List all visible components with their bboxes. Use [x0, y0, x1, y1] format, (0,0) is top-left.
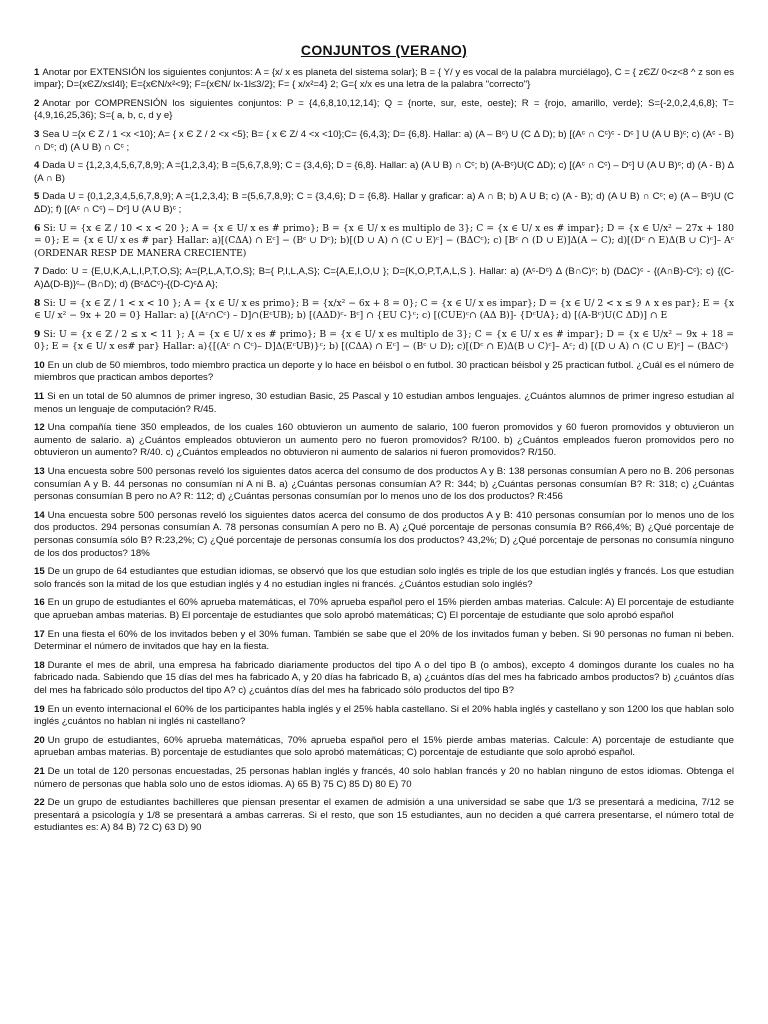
exercise-1	[34, 67, 734, 92]
exercise-number: 2	[34, 97, 40, 109]
exercise-6	[34, 223, 734, 261]
exercise-21	[34, 766, 734, 791]
exercise-number: 8	[34, 297, 41, 309]
exercise-number: 12	[34, 422, 45, 434]
exercise-18	[34, 660, 734, 698]
exercise-text: En un club de 50 miembros, todo miembro practica un deporte y lo hace en béisbol o en futbol. 30 practican béisbol y 25 practican futbol. ¿Cuál es el número de miembros que practican ambos deportes?	[34, 359, 734, 384]
exercise-number: 19	[34, 703, 45, 715]
exercise-number: 5	[34, 191, 40, 203]
exercise-20	[34, 735, 734, 760]
page-title: CONJUNTOS (VERANO)	[300, 42, 468, 58]
exercise-3	[34, 129, 734, 154]
exercise-text: Si: U = {x ∈ ℤ / 1 < x < 10 }; A = {x ∈ U/ x es primo}; B = {x/x² − 6x + 8 = 0}; C = {x ∈ U/ x es impar}; D = {x ∈ U/ 2 < x ≤ 9 ∧ x es par}; E = {x ∈ U/ x² − 9x + 20 = 0} Hallar: a) [(Aᶜ∩Cᶜ) – D]∩(EᶜUB); b) [(AΔD)ᶜ- Bᶜ] ∩ {EU C}ᶜ; c) [(CUE)ᶜ∩ (AΔ B)]- {DᶜUA}; d) [(A-Bᶜ)U(C ΔD)] ∩ E	[34, 297, 734, 322]
exercise-number: 16	[34, 597, 45, 609]
exercise-text: Anotar por COMPRENSIÓN los siguientes conjuntos: P = {4,6,8,10,12,14}; Q = {norte, sur, este, oeste}; R = {rojo, amarillo, verde}; S={-2,0,2,4,6,8}; T={4,9,16,25,36}; S={ a, b, c, d y e}	[34, 97, 734, 122]
exercise-number: 17	[34, 628, 45, 640]
exercise-text: De un grupo de 64 estudiantes que estudian idiomas, se observó que los que estudian solo inglés es triple de los que estudian inglés y francés. Los que estudian solo francés son la mitad de los que estudian inglés y 4 no estudian ingles ni francés. ¿Cuántos estudian solo inglés?	[34, 566, 734, 590]
exercise-16	[34, 597, 734, 622]
exercise-8	[34, 298, 734, 323]
exercise-number: 15	[34, 566, 45, 578]
exercise-7	[34, 266, 734, 291]
exercise-number: 6	[34, 222, 41, 234]
exercise-number: 3	[34, 128, 40, 140]
exercise-13	[34, 466, 734, 504]
exercise-text: De un total de 120 personas encuestadas, 25 personas hablan inglés y francés, 40 solo hablan francés y 20 no hablan ninguno de estos idiomas. Obtenga el número de personas que habla solo uno de estos idiomas. A) 65 B) 75 C) 85 D) 80 E) 70	[34, 765, 734, 790]
exercise-17	[34, 629, 734, 654]
exercise-15	[34, 566, 734, 591]
exercise-14	[34, 510, 734, 560]
exercise-number: 21	[34, 765, 45, 777]
exercise-text: En un grupo de estudiantes el 60% aprueba matemáticas, el 70% aprueba español pero el 15% pierden ambas materias. Calcule: A) El porcentaje de estudiante que aprueban ambas materias. B) El porcentaje de estudiantes que solo aprobó matemáticas; C) El porcentaje de estudiante que solo aprobó español	[34, 597, 734, 621]
exercise-number: 11	[34, 391, 45, 403]
exercise-text: Dada U = {0,1,2,3,4,5,6,7,8,9}; A ={1,2,3,4}; B ={5,6,7,8,9}; C = {3,4,6}; D = {6,8}. Hallar y graficar: a) A ∩ B; b) A U B; c) (A - B); d) (A U B) ∩ Cᶜ; e) (A – Bᶜ)U (C ΔD); f) [(Aᶜ ∩ Cᶜ) – Dᶜ] U (A U B)ᶜ ;	[34, 191, 734, 215]
exercise-text: De un grupo de estudiantes bachilleres que piensan presentar el examen de admisión a una universidad se sabe que 1/3 se presentará a medicina, 7/12 se presentará a psicología y 1/8 se presentará a ambas carreras. Si el resto, que son 15 estudiantes, aun no deciden a qué carrera presentarse, el número total de estudiantes es: A) 84 B) 72 C) 63 D) 90	[34, 797, 734, 834]
exercise-text: Si: U = {x ∈ ℤ / 2 ≤ x < 11 }; A = {x ∈ U/ x es # primo}; B = {x ∈ U/ x es multiplo de 3}; C = {x ∈ U/ x es # impar}; D = {x ∈ U/x² − 9x + 18 = 0}; E = {x ∈ U/ x es# par} Hallar: a){[(Aᶜ ∩ Cᶜ)– D]Δ(EᶜUB)}ᶜ; b) [(CΔA) ∩ Eᶜ] − (Bᶜ ∪ D); c)[(Dᶜ ∩ E)Δ(B ∪ C)ᶜ]– Aᶜ; d) [(D ∪ A) ∩ (C ∪ E)ᶜ] − (BΔCᶜ)	[34, 328, 734, 353]
exercise-text: Una compañía tiene 350 empleados, de los cuales 160 obtuvieron un aumento de salario, 100 fueron promovidos y 60 fueron promovidos y obtuvieron un aumento de salario. a) ¿Cuántos empleados obtuvieron un aumento pero no fueron promovidos? R/100. b) ¿Cuántos empleados fueron promovidos pero no obtuvieron un aumento? R/40. c) ¿Cuántos empleados no obtuvieron ni aumento de salarios ni fueron promovidos? R/150.	[34, 422, 734, 459]
exercise-5	[34, 191, 734, 216]
exercise-text: Un grupo de estudiantes, 60% aprueba matemáticas, 70% aprueba español pero el 15% pierde ambas materias. Calcule: A) porcentaje de estudiante que aprueban ambas materias. B) porcentaje de estudiantes que solo aprobó matemáticas; C) porcentaje de estudiante que solo aprobó español.	[34, 734, 734, 759]
exercise-number: 4	[34, 160, 40, 172]
exercise-text: Si: U = {x ∈ ℤ / 10 < x < 20 }; A = {x ∈ U/ x es # primo}; B = {x ∈ U/ x es multiplo de 3}; C = {x ∈ U/ x es # impar}; D = {x ∈ U/x² − 27x + 180 = 0}; E = {x ∈ U/ x es # par} Hallar: a)[(CΔA) ∩ Eᶜ] − (Bᶜ ∪ Dᶜ); b)[(D ∪ A) ∩ (C ∪ E)ᶜ] − (BΔCᶜ); c) [Bᶜ ∩ (D ∪ E)]Δ(A − C); d)[(Dᶜ ∩ E)Δ(B ∪ C)ᶜ]– Aᶜ (ORDENAR RESP DE MANERA CRECIENTE)	[34, 222, 734, 259]
exercise-text: Anotar por EXTENSIÓN los siguientes conjuntos: A = {x/ x es planeta del sistema solar}; B = { Y/ y es vocal de la palabra murciélago}, C = { zЄZ/ 0<z<8 ^ z son es impar}; D={xЄZ/x≤l4l}; E={xЄN/x²<9}; F={xЄN/ lx-1l≤3/2}; F= { x/x²=4} 2; G={ x/x es una letra de la palabra "correcto"}	[34, 66, 734, 91]
exercise-number: 14	[34, 509, 45, 521]
exercise-number: 1	[34, 66, 40, 78]
exercise-22	[34, 797, 734, 835]
exercise-19	[34, 704, 734, 729]
exercise-number: 9	[34, 328, 41, 340]
exercise-number: 7	[34, 266, 40, 278]
exercise-text: En un evento internacional el 60% de los participantes habla inglés y el 25% habla castellano. Si el 20% habla inglés y castellano y son 1200 los que hablan solo inglés ¿cuántos no hablan ni inglés ni castellano?	[34, 703, 734, 728]
exercise-text: Si en un total de 50 alumnos de primer ingreso, 30 estudian Basic, 25 Pascal y 10 estudian ambos lenguajes. ¿Cuántos alumnos de primer ingreso estudian al menos un lenguaje de computación? R/45.	[34, 391, 734, 415]
exercise-text: Dado: U = {E,U,K,A,L,I,P,T,O,S}; A={P,L,A,T,O,S}; B={ P,I,L,A,S}; C={A,E,I,O,U }; D={K,O,P,T,A,L,S }. Hallar: a) (Aᶜ-Dᶜ) Δ (B∩C)ᶜ; b) (DΔC)ᶜ - {(A∩B)-Cᶜ}; c) {(C-A)Δ(D-B)}ᶜ– (B∩D); d) (BᶜΔCᶜ)-{(D-C)ᶜΔ A};	[34, 266, 734, 290]
exercise-number: 22	[34, 797, 45, 809]
exercise-list	[34, 67, 734, 835]
exercise-12	[34, 422, 734, 460]
exercise-10	[34, 360, 734, 385]
exercise-text: Sea U ={x Є Z / 1 <x <10}; A= { x Є Z / 2 <x <5}; B= { x Є Z/ 4 <x <10};C= {6,4,3}; D= {6,8}. Hallar: a) (A – Bᶜ) U (C Δ D); b) [(Aᶜ ∩ Cᶜ)ᶜ - Dᶜ ] U (A U B)ᶜ; c) (Aᶜ - B) ∩ Dᶜ; d) (A U B) ∩ Cᶜ ;	[34, 128, 734, 153]
exercise-text: Dada U = {1,2,3,4,5,6,7,8,9}; A ={1,2,3,4}; B ={5,6,7,8,9}; C = {3,4,6}; D = {6,8}. Hallar: a) (A U B) ∩ Cᶜ; b) (A-Bᶜ)U(C ΔD); c) [(Aᶜ ∩ Cᶜ) – Dᶜ] U (A U B)ᶜ; d) (A - B) Δ (A ∩ B)	[34, 160, 734, 184]
exercise-text: Durante el mes de abril, una empresa ha fabricado diariamente productos del tipo A o del tipo B (o ambos), excepto 4 domingos durante los cuales no ha fabricado nada. Sabiendo que 15 días del mes ha fabricado A, y 20 días ha fabricado B, a) ¿cuántos días del mes ha fabricado ambos productos? b) ¿cuántos días del mes ha fabricado sólo productos del tipo A? c) ¿cuántos días del mes ha fabricado sólo productos del tipo B?	[34, 659, 734, 696]
exercise-number: 10	[34, 359, 45, 371]
exercise-number: 18	[34, 659, 45, 671]
exercise-11	[34, 391, 734, 416]
exercise-4	[34, 160, 734, 185]
exercise-number: 13	[34, 466, 45, 478]
exercise-9	[34, 329, 734, 354]
exercise-number: 20	[34, 734, 45, 746]
exercise-2	[34, 98, 734, 123]
exercise-text: Una encuesta sobre 500 personas reveló los siguientes datos acerca del consumo de dos productos A y B: 138 personas consumían A pero no B. 206 personas consumían A y B. 44 personas no consumían ni A ni B. a) ¿Cuántas personas consumían A? R: 344; b) ¿Cuántas personas consumían B? R: 318; c) ¿Cuántas personas consumían B pero no A? R: 112; d) ¿Cuántas personas consumían por lo menos uno de los dos productos? R:456	[34, 466, 734, 503]
exercise-text: En una fiesta el 60% de los invitados beben y el 30% fuman. También se sabe que el 20% de los invitados fuman y beben. Si 90 personas no fuman ni beben. Determinar el número de invitados que hay en la fiesta.	[34, 628, 734, 653]
exercise-text: Una encuesta sobre 500 personas reveló los siguientes datos acerca del consumo de dos productos A y B: 410 personas consumían por lo menos uno de los dos productos. 294 personas consumían A. 78 personas consumían A pero no B. A) ¿Qué porcentaje de personas consumía B? R66,4%; B) ¿Qué porcentaje de personas consumía sólo B? R:23,2%; C) ¿Qué porcentaje de personas consumía los dos productos? 43,2%; D) ¿Qué porcentaje de personas no consumía ninguno de los dos productos? 18%	[34, 509, 734, 559]
